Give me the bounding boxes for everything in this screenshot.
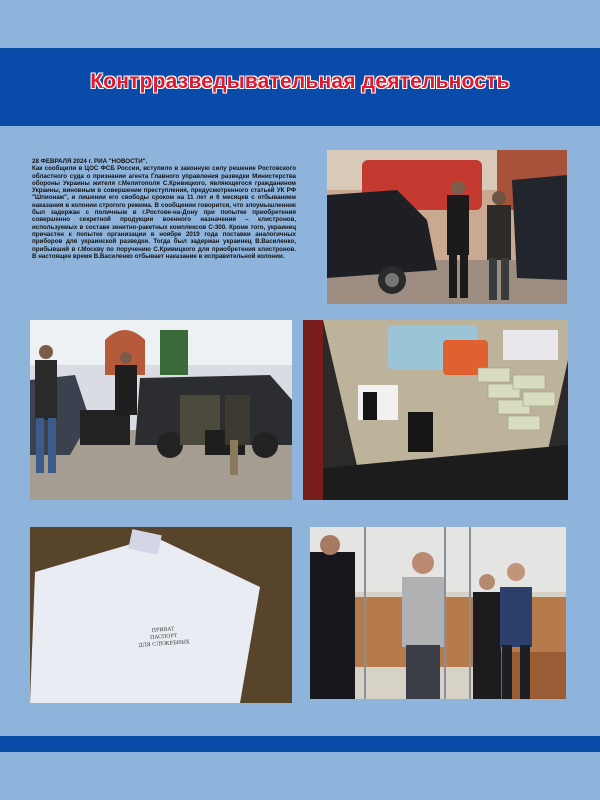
photo-courtroom [310,527,566,699]
news-article [32,158,296,260]
photo-trunk-evidence [303,320,568,500]
photo-arrest-at-cars [327,150,567,304]
photo-passport-document [30,527,292,703]
passport-line-1: ПРИВАТ [151,626,175,634]
passport-text [137,625,190,650]
passport-line-3: ДЛЯ СЛУЖЕБНЫХ [138,639,190,649]
photo-group-detention [30,320,292,500]
article-body: Как сообщили в ЦОС ФСБ России, вступило в законную силу решение Ростовского областного суда о признании агента Главного управления разведки Министерства обороны Украины жителя г.Мелитополя С.Кривицкого, являющегося гражданином Украины, виновным в совершении преступления, предусмотренного статьей УК РФ "Шпионаж", и лишении его свободы сроком на 11 лет и 6 месяцев с отбыванием наказания в колонии строгого режима. В сообщении говорится, что злоумышленник был задержан с поличным в г.Ростове-на-Дону при попытке приобретения совершенно секретной продукции военного назначения – клистронов, используемых в составе зенитно-ракетных комплексов С-300. Кроме того, украинец причастен к попытке организации в ноябре 2019 года поставки аналогичных приборов для украинской разведки. Тогда был задержан украинец В.Василенко, прибывший в г.Москву по поручению С.Кривицкого для приобретения клистронов. В настоящее время В.Василенко отбывает наказание в исправительной колонии. [32,165,296,260]
footer-band [0,736,600,752]
passport-line-2: ПАСПОРТ [149,633,178,641]
article-dateline: 28 ФЕВРАЛЯ 2024 г. РИА "НОВОСТИ". [32,158,148,165]
page-title: Контрразведывательная деятельность [90,70,510,93]
